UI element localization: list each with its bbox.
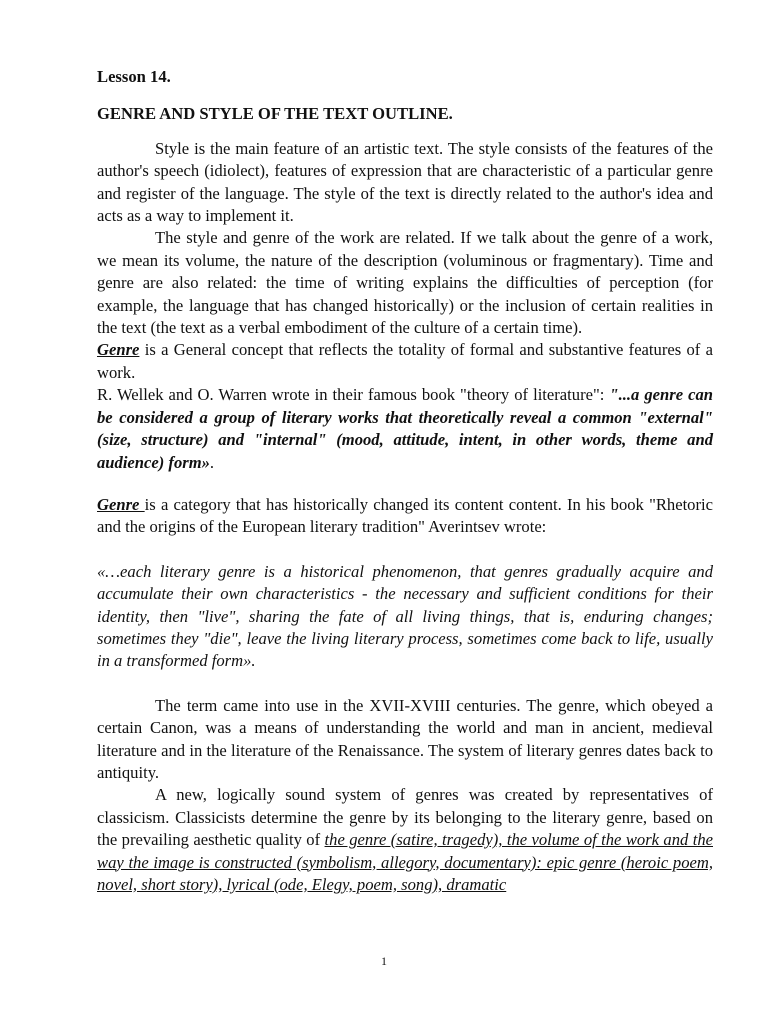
classicism-underlined: the genre (satire, tragedy), the volume of the work and the way the image is constructed (symbolism, allegory, documentary): epic genre (heroic poem, novel, short story), lyrical (ode, Elegy, poem, song), dramatic xyxy=(97,830,713,894)
paragraph-style: Style is the main feature of an artistic text. The style consists of the features of the author's speech (idiolect), features of expression that are characteristic of a particular genre and register of the language. The style of the text is directly related to the author's idea and acts as a way to implement it. xyxy=(97,138,713,226)
genre-definition-text: is a General concept that reflects the totality of formal and substantive features of a work. xyxy=(97,340,713,382)
document-title: GENRE AND STYLE OF THE TEXT OUTLINE. xyxy=(97,104,453,124)
genre-definition-general xyxy=(97,339,713,384)
document-body xyxy=(97,66,713,896)
averintsev-quote: «…each literary genre is a historical phenomenon, that genres gradually acquire and accumulate their own characteristics - the necessary and sufficient conditions for their identity, then "live", sharing the fate of all living things, that is, enduring changes; sometimes they "die", leave the living literary process, sometimes come back to life, usually in a transformed form». xyxy=(97,561,713,671)
paragraph-term-history: The term came into use in the XVII-XVIII centuries. The genre, which obeyed a certain Canon, was a means of understanding the world and man in ancient, medieval literature and in the literature of the Renaissance. The system of literary genres dates back to antiquity. xyxy=(97,695,713,782)
paragraph-style-genre: The style and genre of the work are related. If we talk about the genre of a work, we mean its volume, the nature of the description (voluminous or fragmentary). Time and genre are also related: the time of writing explains the difficulties of perception (for example, the language that has changed historically) or the inclusion of certain realities in the text (the text as a verbal embodiment of the culture of a certain time). xyxy=(97,228,713,338)
wellek-intro: R. Wellek and O. Warren wrote in their famous book "theory of literature": xyxy=(97,385,610,405)
wellek-quote: "...a genre can be considered a group of literary works that theoretically reveal a common "external" (size, structure) and "internal" (mood, attitude, intent, in other words, theme and audience) form» xyxy=(97,385,713,472)
wellek-end: . xyxy=(209,452,215,472)
genre-definition-historical xyxy=(97,494,713,539)
genre-definition-text-2: is a category that has historically changed its content content. In his book "Rhetoric and the origins of the European literary tradition" Averintsev wrote: xyxy=(97,494,713,537)
genre-term-2: Genre xyxy=(97,494,145,514)
paragraph-classicism xyxy=(97,784,713,896)
genre-term: Genre xyxy=(97,340,140,360)
page-number: 1 xyxy=(381,954,387,968)
classicism-text: A new, logically sound system of genres was created by representatives of classicism. Classicists determine the genre by its belonging to the literary genre, based on the prevailing aesthetic quality of xyxy=(97,785,713,850)
lesson-label: Lesson 14. xyxy=(97,67,171,86)
wellek-warren-quote-paragraph xyxy=(97,384,713,474)
